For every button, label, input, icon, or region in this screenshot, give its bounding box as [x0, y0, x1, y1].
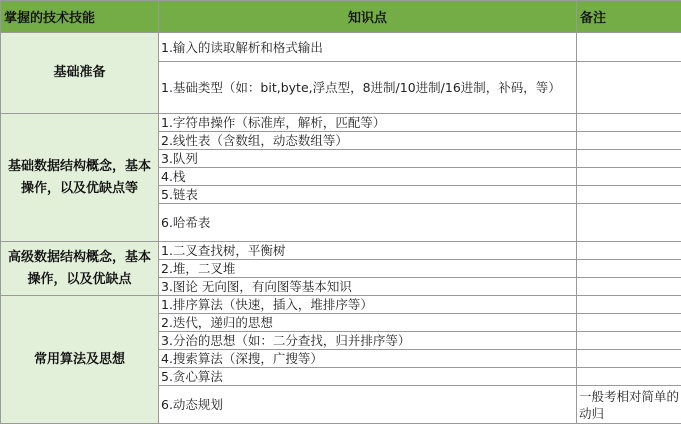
topic-cell: 2.线性表（含数组，动态数组等）	[159, 132, 577, 150]
skill-cell: 基础准备	[1, 33, 159, 114]
table-row	[1, 114, 681, 132]
note-cell	[577, 260, 681, 278]
table-row	[1, 242, 681, 260]
topic-cell: 3.图论 无向图，有向图等基本知识	[159, 278, 577, 296]
note-cell	[577, 204, 681, 242]
topic-cell: 4.搜索算法（深搜，广搜等）	[159, 350, 577, 368]
header-skill: 掌握的技术技能	[1, 1, 159, 33]
note-cell	[577, 332, 681, 350]
topic-cell: 6.动态规划	[159, 386, 577, 424]
note-cell	[577, 186, 681, 204]
topic-cell: 1.字符串操作（标准库，解析，匹配等）	[159, 114, 577, 132]
topic-cell: 1.二叉查找树，平衡树	[159, 242, 577, 260]
note-cell	[577, 242, 681, 260]
topic-cell: 2.堆，二叉堆	[159, 260, 577, 278]
note-cell	[577, 168, 681, 186]
note-cell	[577, 33, 681, 62]
note-cell	[577, 114, 681, 132]
note-cell: 一般考相对简单的动归	[577, 386, 681, 424]
topic-cell: 3.分治的思想（如：二分查找，归并排序等）	[159, 332, 577, 350]
note-cell	[577, 62, 681, 114]
note-cell	[577, 150, 681, 168]
topic-cell: 1.基础类型（如：bit,byte,浮点型，8进制/10进制/16进制，补码，等）	[159, 62, 577, 114]
topic-cell: 2.迭代，递归的思想	[159, 314, 577, 332]
topic-cell: 6.哈希表	[159, 204, 577, 242]
skill-cell: 基础数据结构概念，基本操作，以及优缺点等	[1, 114, 159, 242]
skill-cell: 常用算法及思想	[1, 296, 159, 424]
topic-cell: 4.栈	[159, 168, 577, 186]
note-cell	[577, 278, 681, 296]
table-row	[1, 296, 681, 314]
note-cell	[577, 368, 681, 386]
topic-cell: 1.输入的读取解析和格式输出	[159, 33, 577, 62]
skill-cell: 高级数据结构概念，基本操作，以及优缺点	[1, 242, 159, 296]
topic-cell: 1.排序算法（快速，插入，堆排序等）	[159, 296, 577, 314]
header-row	[1, 1, 681, 33]
table-row	[1, 33, 681, 62]
header-note: 备注	[577, 1, 681, 33]
note-cell	[577, 132, 681, 150]
note-cell	[577, 314, 681, 332]
topic-cell: 3.队列	[159, 150, 577, 168]
topic-cell: 5.链表	[159, 186, 577, 204]
header-topic: 知识点	[159, 1, 577, 33]
note-cell	[577, 296, 681, 314]
topic-cell: 5.贪心算法	[159, 368, 577, 386]
note-cell	[577, 350, 681, 368]
